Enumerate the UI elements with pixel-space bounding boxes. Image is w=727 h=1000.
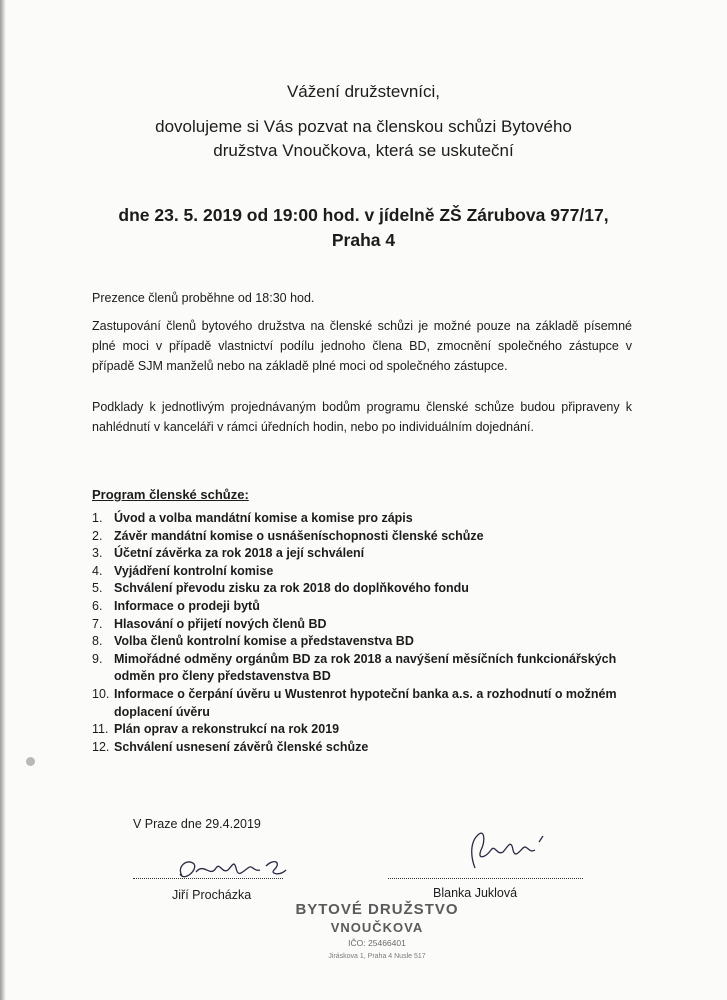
agenda-item-number: 3. (92, 546, 103, 561)
signature-line-left (133, 878, 283, 879)
punch-hole-mark (26, 757, 35, 766)
agenda-item-text: Účetní závěrka za rok 2018 a její schválení (114, 546, 365, 561)
greeting: Vážení družstevníci, (286, 82, 441, 101)
agenda-item-number: 1. (92, 511, 103, 525)
agenda-item-number: 7. (92, 616, 103, 631)
representation-paragraph: Zastupování členů bytového družstva na členské schůzi je možné pouze na základě písemné plné moci v případě vlastnictví podílu jednoho člena BD, zmocnění společného zástupce v případě SJM manželů nebo na základě plné moci od společného zástupce. (92, 319, 632, 373)
agenda-item-number: 12. (92, 739, 110, 754)
place-and-date: V Praze dne 29.4.2019 (133, 817, 261, 831)
agenda-item (92, 633, 637, 651)
agenda-item (92, 598, 637, 616)
agenda-item-text: Informace o čerpání úvěru u Wustenrot hypoteční banka a.s. a rozhodnutí o možném doplacení úvěru (114, 686, 617, 719)
agenda-item-number: 10. (92, 686, 110, 701)
agenda-item (92, 721, 637, 739)
invitation-line-2: družstva Vnoučkova, která se uskuteční (213, 141, 514, 160)
agenda-item (92, 563, 637, 581)
invitation-line-1: dovolujeme si Vás pozvat na členskou schůzi Bytového (155, 117, 572, 136)
agenda-item-number: 8. (92, 634, 103, 649)
signatory-name-2: Blanka Juklová (433, 886, 518, 900)
event-date-venue: dne 23. 5. 2019 od 19:00 hod. v jídelně ZŠ Zárubova 977/17, (118, 205, 609, 225)
agenda-item-text: Plán oprav a rekonstrukcí na rok 2019 (114, 722, 340, 737)
cooperative-stamp (292, 896, 462, 966)
agenda-item-text: Úvod a volba mandátní komise a komise pro zápis (114, 511, 413, 525)
agenda-item-number: 2. (92, 528, 103, 543)
agenda-item-text: Informace o prodeji bytů (114, 598, 260, 613)
agenda-item (92, 510, 637, 528)
stamp-line-2: VNOUČKOVA (330, 920, 424, 935)
agenda-item (92, 616, 637, 634)
agenda-item-text: Schválení usnesení závěrů členské schůze (114, 739, 369, 754)
agenda-item-number: 5. (92, 581, 103, 596)
agenda-item-text: Mimořádné odměny orgánům BD za rok 2018 a navýšení měsíčních funkcionářských odměn pro členy představenstva BD (114, 651, 617, 684)
agenda-item-text: Volba členů kontrolní komise a představenstva BD (114, 634, 414, 649)
signature-line-right (388, 878, 583, 879)
agenda-item-text: Hlasování o přijetí nových členů BD (114, 616, 327, 631)
documents-paragraph: Podklady k jednotlivým projednávaným bodům programu členské schůze budou připraveny k nahlédnutí v kanceláři v rámci úředních hodin, nebo po individuálním dojednání. (92, 400, 632, 434)
agenda-item-number: 6. (92, 598, 103, 613)
agenda-item (92, 580, 637, 598)
agenda-item (92, 545, 637, 563)
signatory-name-1: Jiří Procházka (172, 888, 252, 902)
agenda-item-number: 4. (92, 563, 103, 578)
agenda-item-text: Schválení převodu zisku za rok 2018 do doplňkového fondu (114, 581, 469, 596)
agenda-item-text: Vyjádření kontrolní komise (114, 563, 274, 578)
agenda-item (92, 528, 637, 546)
signature-prochazka (170, 848, 300, 888)
agenda-item (92, 686, 637, 721)
agenda-item-text: Závěr mandátní komise o usnášeníschopnosti členské schůze (114, 528, 484, 543)
agenda-list (92, 510, 637, 756)
agenda-item (92, 739, 637, 757)
agenda-item (92, 651, 637, 686)
stamp-line-4: Jiráskova 1, Praha 4 Nusle 517 (328, 953, 426, 960)
agenda-item-number: 11. (92, 722, 109, 737)
registration-note: Prezence členů proběhne od 18:30 hod. (92, 291, 315, 305)
stamp-line-3: IČO: 25466401 (348, 938, 406, 948)
agenda-item-number: 9. (92, 651, 103, 666)
stamp-line-1: BYTOVÉ DRUŽSTVO (295, 901, 459, 918)
signature-juklova (455, 828, 555, 873)
event-city: Praha 4 (331, 230, 396, 250)
program-title: Program členské schůze: (92, 487, 249, 502)
